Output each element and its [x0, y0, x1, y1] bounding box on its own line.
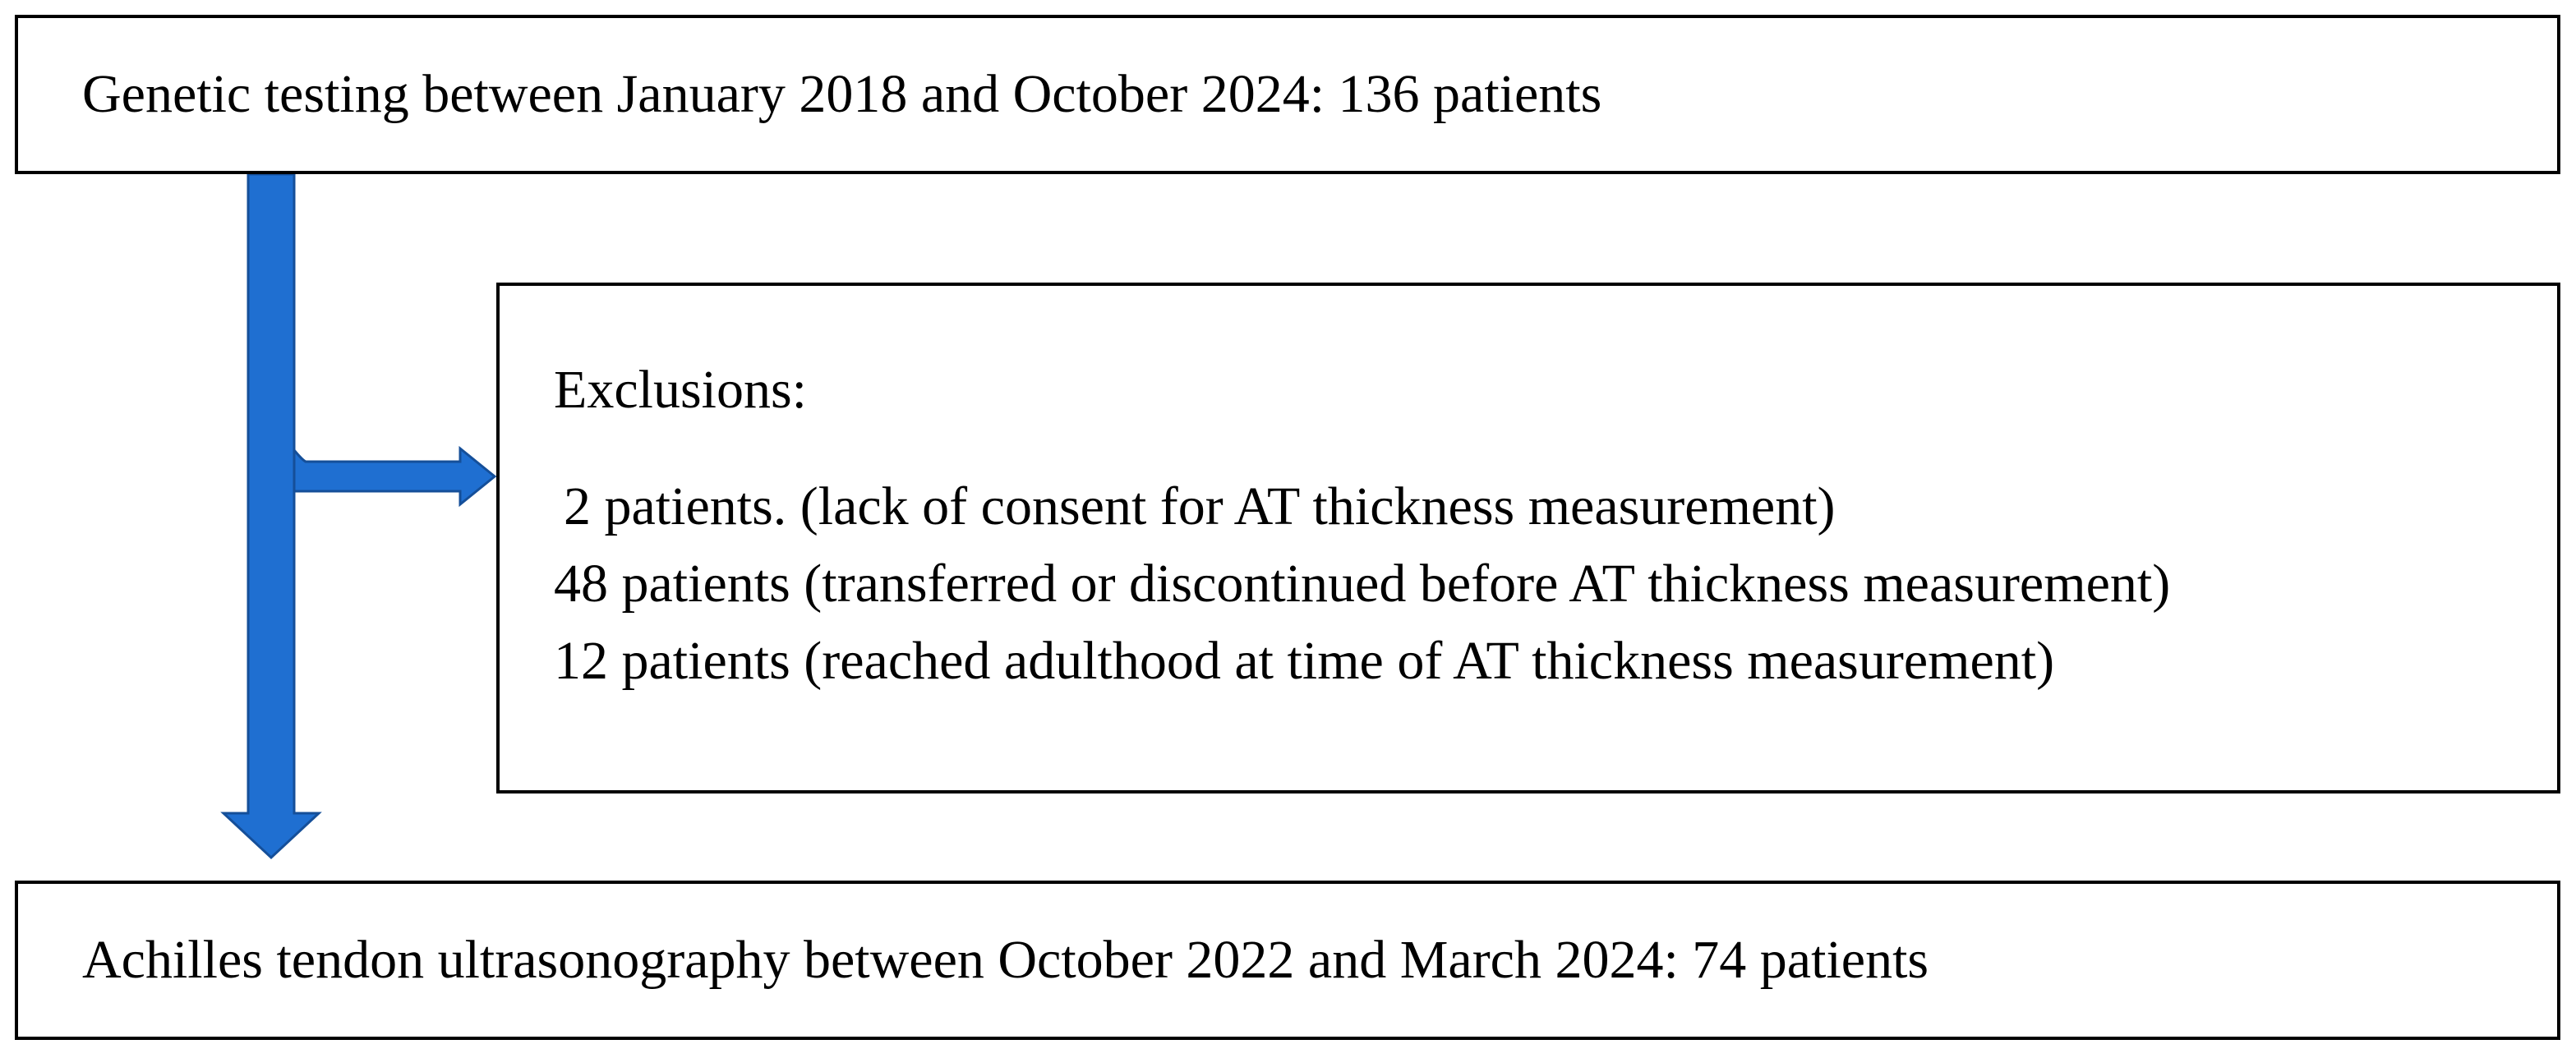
exclusion-line: 2 patients. (lack of consent for AT thickness measurement)	[564, 476, 1836, 536]
top-box-genetic-testing	[15, 15, 2560, 174]
top-box-text: Genetic testing between January 2018 and October 2024: 136 patients	[82, 64, 1602, 124]
exclusions-box	[496, 283, 2560, 794]
bottom-box-ultrasonography	[15, 881, 2560, 1040]
branch-arrow-exclusions	[294, 448, 495, 504]
bottom-box-text: Achilles tendon ultrasonography between October 2022 and March 2024: 74 patients	[82, 930, 1929, 990]
exclusion-line: 48 patients (transferred or discontinued before AT thickness measurement)	[554, 554, 2171, 614]
exclusions-heading: Exclusions:	[554, 360, 807, 420]
main-down-arrow	[223, 174, 319, 858]
exclusion-line: 12 patients (reached adulthood at time of AT thickness measurement)	[554, 631, 2055, 691]
